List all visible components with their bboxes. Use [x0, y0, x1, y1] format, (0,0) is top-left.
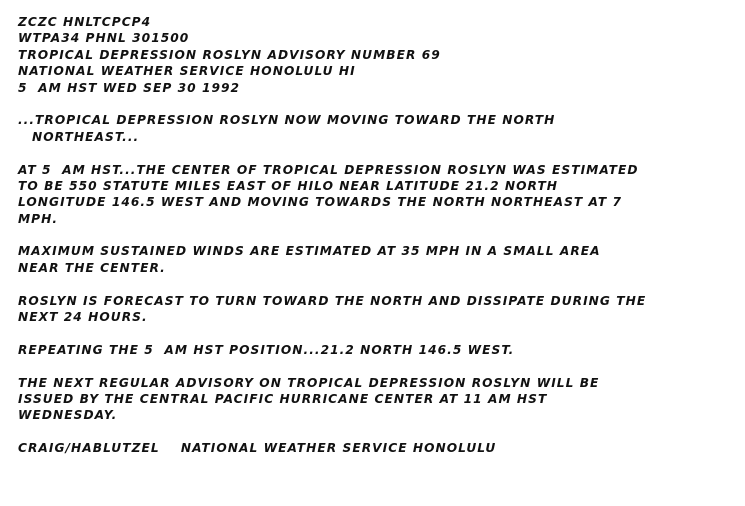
paragraph-gap [18, 358, 733, 374]
headline-line: ...TROPICAL DEPRESSION ROSLYN NOW MOVING TOWARD THE NORTH [18, 113, 556, 128]
paragraph-line: ISSUED BY THE CENTRAL PACIFIC HURRICANE CENTER AT 11 AM HST [18, 391, 548, 406]
issuing-office: NATIONAL WEATHER SERVICE HONOLULU HI [18, 64, 356, 79]
forecast-paragraph [18, 293, 733, 326]
signature-block [18, 440, 733, 456]
next-advisory-paragraph [18, 375, 733, 424]
paragraph-line: AT 5 AM HST...THE CENTER OF TROPICAL DEPRESSION ROSLYN WAS ESTIMATED [18, 162, 639, 177]
paragraph-gap [18, 96, 733, 112]
advisory-document [18, 14, 733, 457]
paragraph-line: NEXT 24 HOURS. [18, 310, 148, 325]
position-paragraph [18, 162, 733, 228]
paragraph-line: LONGITUDE 146.5 WEST AND MOVING TOWARDS THE NORTH NORTHEAST AT 7 [18, 195, 623, 210]
headline-paragraph [18, 112, 733, 145]
paragraph-line: MPH. [18, 211, 59, 226]
header-block [18, 14, 733, 96]
header-line: WTPA34 PHNL 301500 [18, 31, 190, 46]
issue-time: 5 AM HST WED SEP 30 1992 [18, 80, 241, 95]
paragraph-line: ROSLYN IS FORECAST TO TURN TOWARD THE NORTH AND DISSIPATE DURING THE [18, 293, 647, 308]
paragraph-gap [18, 227, 733, 243]
winds-paragraph [18, 243, 733, 276]
header-line: ZCZC HNLTCPCP4 [18, 15, 152, 29]
paragraph-gap [18, 325, 733, 341]
paragraph-gap [18, 276, 733, 292]
paragraph-gap [18, 145, 733, 161]
paragraph-line: MAXIMUM SUSTAINED WINDS ARE ESTIMATED AT 35 MPH IN A SMALL AREA [18, 244, 601, 259]
paragraph-line: THE NEXT REGULAR ADVISORY ON TROPICAL DEPRESSION ROSLYN WILL BE [18, 375, 600, 390]
paragraph-line: WEDNESDAY. [18, 408, 118, 423]
advisory-title: TROPICAL DEPRESSION ROSLYN ADVISORY NUMBER 69 [18, 47, 441, 62]
headline-line: NORTHEAST... [32, 129, 140, 144]
paragraph-line: NEAR THE CENTER. [18, 260, 166, 275]
repeat-position-paragraph [18, 342, 733, 358]
paragraph-line: TO BE 550 STATUTE MILES EAST OF HILO NEAR LATITUDE 21.2 NORTH [18, 178, 559, 193]
paragraph-line: REPEATING THE 5 AM HST POSITION...21.2 NORTH 146.5 WEST. [18, 342, 515, 357]
forecaster-signature: CRAIG/HABLUTZEL NATIONAL WEATHER SERVICE HONOLULU [18, 441, 497, 456]
paragraph-gap [18, 424, 733, 440]
